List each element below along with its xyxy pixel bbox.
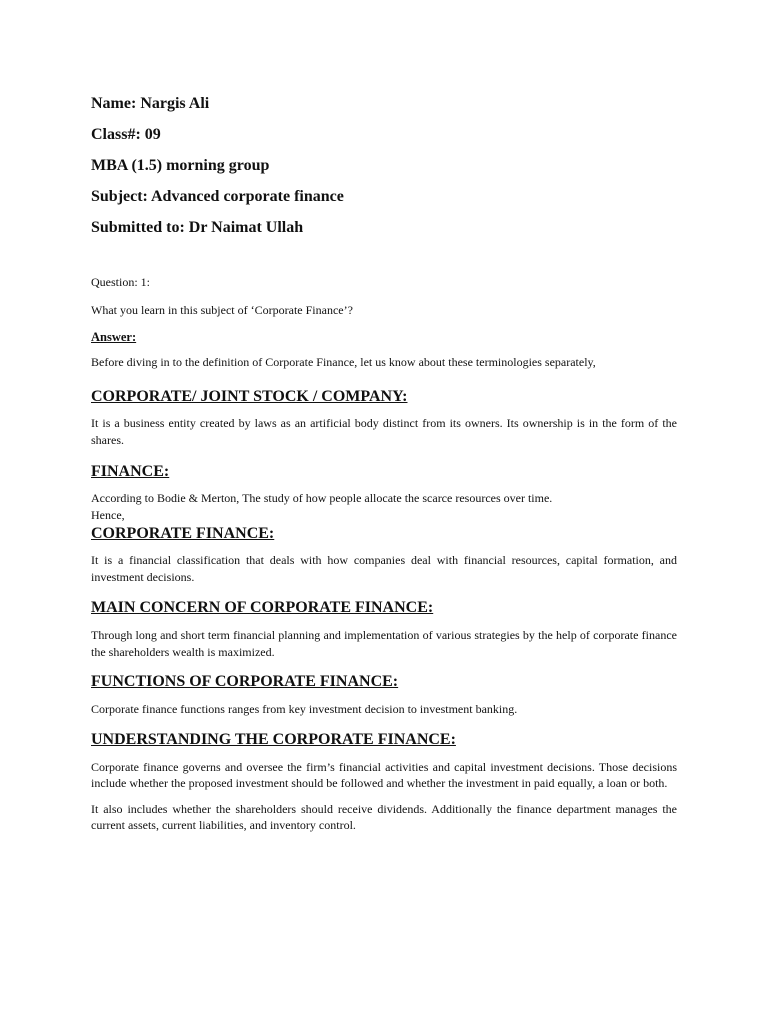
finance-hence: Hence,: [91, 507, 125, 522]
class-number: Class#: 09: [91, 126, 161, 143]
heading-finance: FINANCE:: [91, 463, 170, 480]
heading-understanding: UNDERSTANDING THE CORPORATE FINANCE:: [91, 730, 456, 748]
body-corporate-finance: It is a financial classification that deals with how companies deal with financial resources, capital formation, and investment decisions.: [91, 553, 677, 584]
subject-line: Subject: Advanced corporate finance: [91, 188, 344, 205]
document-page: [91, 94, 677, 834]
body-functions: Corporate finance functions ranges from key investment decision to investment banking.: [91, 702, 518, 716]
body-understanding-1: Corporate finance governs and oversee the firm’s financial activities and capital investment decisions. Those decisions include whether the proposed investment should be followed and whether the investment in paid equally, a loan or both.: [91, 759, 677, 790]
heading-main-concern: MAIN CONCERN OF CORPORATE FINANCE:: [91, 599, 434, 616]
question-label: Question: 1:: [91, 275, 150, 289]
question-text: What you learn in this subject of ‘Corporate Finance’?: [91, 303, 353, 317]
body-main-concern: Through long and short term financial planning and implementation of various strategies by the help of corporate finance the shareholders wealth is maximized.: [91, 628, 677, 659]
submitted-to: Submitted to: Dr Naimat Ullah: [91, 219, 304, 236]
body-corporate: It is a business entity created by laws as an artificial body distinct from its owners. Its ownership is in the form of the shares.: [91, 416, 677, 447]
body-understanding-2: It also includes whether the shareholders should receive dividends. Additionally the finance department manages the current assets, current liabilities, and inventory control.: [91, 801, 677, 832]
body-finance: According to Bodie & Merton, The study of how people allocate the scarce resources over time.: [91, 491, 553, 505]
heading-corporate-finance: CORPORATE FINANCE:: [91, 525, 275, 542]
answer-label: Answer:: [91, 329, 137, 344]
heading-corporate: CORPORATE/ JOINT STOCK / COMPANY:: [91, 388, 408, 405]
answer-intro: Before diving in to the definition of Corporate Finance, let us know about these terminologies separately,: [91, 354, 596, 369]
heading-functions: FUNCTIONS OF CORPORATE FINANCE:: [91, 673, 399, 690]
program-group: MBA (1.5) morning group: [91, 157, 270, 174]
student-name: Name: Nargis Ali: [91, 95, 210, 112]
